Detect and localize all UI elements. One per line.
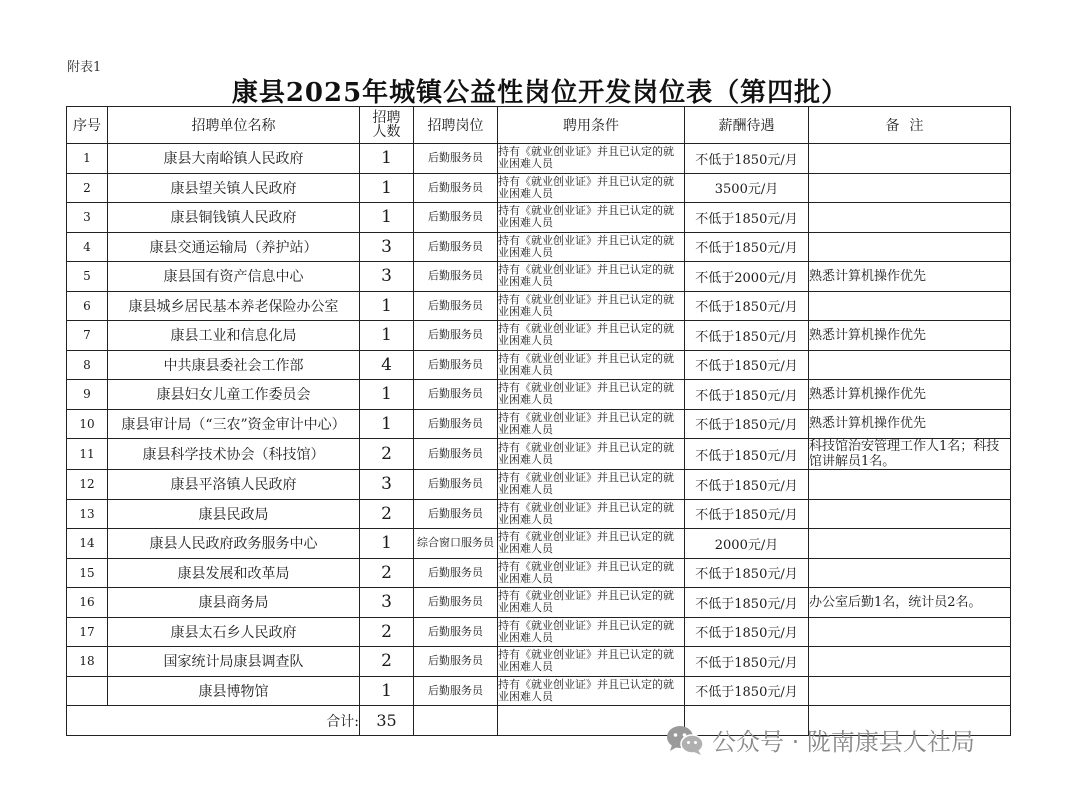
post-name: 后勤服务员 [414, 676, 498, 706]
row-number: 10 [67, 409, 108, 439]
table-row [67, 144, 1011, 174]
hire-count: 2 [360, 647, 414, 677]
table-row [67, 380, 1011, 410]
table-row [67, 470, 1011, 500]
hire-count: 3 [360, 470, 414, 500]
row-number: 13 [67, 499, 108, 529]
hire-count: 1 [360, 203, 414, 233]
header-count-line1: 招聘 [372, 110, 401, 126]
row-number: 2 [67, 173, 108, 203]
table-header-row [67, 107, 1011, 144]
post-name: 后勤服务员 [414, 647, 498, 677]
remark: 办公室后勤1名，统计员2名。 [809, 588, 1011, 618]
table-row [67, 321, 1011, 351]
row-number: 6 [67, 291, 108, 321]
row-number: 4 [67, 232, 108, 262]
remark [809, 529, 1011, 559]
salary: 不低于1850元/月 [685, 647, 809, 677]
hire-count: 1 [360, 291, 414, 321]
unit-name: 康县博物馆 [108, 676, 360, 706]
unit-name: 康县交通运输局（养护站） [108, 232, 360, 262]
hire-condition: 持有《就业创业证》并且已认定的就业困难人员 [498, 529, 685, 559]
row-number: 9 [67, 380, 108, 410]
hire-condition: 持有《就业创业证》并且已认定的就业困难人员 [498, 350, 685, 380]
unit-name: 康县平洛镇人民政府 [108, 470, 360, 500]
post-name: 后勤服务员 [414, 291, 498, 321]
remark: 科技馆治安管理工作人1名；科技馆讲解员1名。 [809, 439, 1011, 470]
table-row [67, 558, 1011, 588]
table-row [67, 529, 1011, 559]
total-count: 35 [360, 706, 414, 736]
row-number: 8 [67, 350, 108, 380]
table-row [67, 203, 1011, 233]
remark [809, 617, 1011, 647]
post-name: 综合窗口服务员 [414, 529, 498, 559]
post-name: 后勤服务员 [414, 203, 498, 233]
positions-table [66, 106, 1011, 736]
hire-count: 2 [360, 558, 414, 588]
unit-name: 康县铜钱镇人民政府 [108, 203, 360, 233]
watermark [666, 722, 975, 757]
hire-count: 1 [360, 409, 414, 439]
hire-condition: 持有《就业创业证》并且已认定的就业困难人员 [498, 291, 685, 321]
salary: 不低于1850元/月 [685, 144, 809, 174]
hire-count: 2 [360, 617, 414, 647]
salary: 不低于1850元/月 [685, 558, 809, 588]
remark [809, 499, 1011, 529]
table-row [67, 439, 1011, 470]
remark: 熟悉计算机操作优先 [809, 321, 1011, 351]
hire-condition: 持有《就业创业证》并且已认定的就业困难人员 [498, 647, 685, 677]
unit-name: 康县妇女儿童工作委员会 [108, 380, 360, 410]
hire-count: 1 [360, 676, 414, 706]
post-name: 后勤服务员 [414, 470, 498, 500]
remark [809, 350, 1011, 380]
post-name: 后勤服务员 [414, 588, 498, 618]
salary: 不低于2000元/月 [685, 262, 809, 292]
remark [809, 144, 1011, 174]
hire-condition: 持有《就业创业证》并且已认定的就业困难人员 [498, 558, 685, 588]
hire-count: 3 [360, 232, 414, 262]
salary: 不低于1850元/月 [685, 232, 809, 262]
hire-count: 1 [360, 380, 414, 410]
hire-condition: 持有《就业创业证》并且已认定的就业困难人员 [498, 232, 685, 262]
hire-condition: 持有《就业创业证》并且已认定的就业困难人员 [498, 173, 685, 203]
salary: 不低于1850元/月 [685, 203, 809, 233]
remark [809, 291, 1011, 321]
unit-name: 康县国有资产信息中心 [108, 262, 360, 292]
row-number: 15 [67, 558, 108, 588]
row-number: 18 [67, 647, 108, 677]
row-number: 11 [67, 439, 108, 470]
header-note: 备注 [809, 107, 1011, 144]
total-empty-cell [498, 706, 685, 736]
hire-count: 2 [360, 439, 414, 470]
document-title: 康县2025年城镇公益性岗位开发岗位表（第四批） [231, 78, 849, 108]
table-row [67, 499, 1011, 529]
hire-count: 1 [360, 321, 414, 351]
row-number: 5 [67, 262, 108, 292]
post-name: 后勤服务员 [414, 617, 498, 647]
unit-name: 康县人民政府政务服务中心 [108, 529, 360, 559]
salary: 不低于1850元/月 [685, 439, 809, 470]
watermark-text: 公众号 · 陇南康县人社局 [712, 728, 975, 756]
table-row [67, 262, 1011, 292]
salary: 不低于1850元/月 [685, 470, 809, 500]
unit-name: 康县商务局 [108, 588, 360, 618]
header-condition: 聘用条件 [498, 107, 685, 144]
post-name: 后勤服务员 [414, 558, 498, 588]
salary: 不低于1850元/月 [685, 499, 809, 529]
table-row [67, 350, 1011, 380]
table-row [67, 617, 1011, 647]
hire-condition: 持有《就业创业证》并且已认定的就业困难人员 [498, 203, 685, 233]
post-name: 后勤服务员 [414, 232, 498, 262]
hire-count: 3 [360, 262, 414, 292]
hire-condition: 持有《就业创业证》并且已认定的就业困难人员 [498, 380, 685, 410]
table-row [67, 409, 1011, 439]
salary: 不低于1850元/月 [685, 617, 809, 647]
row-number: 14 [67, 529, 108, 559]
hire-count: 1 [360, 173, 414, 203]
unit-name: 康县大南峪镇人民政府 [108, 144, 360, 174]
header-no: 序号 [67, 107, 108, 144]
remark [809, 173, 1011, 203]
header-count [360, 107, 414, 144]
remark [809, 647, 1011, 677]
post-name: 后勤服务员 [414, 144, 498, 174]
total-label: 合计: [67, 706, 360, 736]
unit-name: 康县科学技术协会（科技馆） [108, 439, 360, 470]
hire-condition: 持有《就业创业证》并且已认定的就业困难人员 [498, 439, 685, 470]
salary: 2000元/月 [685, 529, 809, 559]
hire-condition: 持有《就业创业证》并且已认定的就业困难人员 [498, 409, 685, 439]
salary: 不低于1850元/月 [685, 676, 809, 706]
salary: 不低于1850元/月 [685, 291, 809, 321]
salary: 不低于1850元/月 [685, 350, 809, 380]
post-name: 后勤服务员 [414, 380, 498, 410]
hire-condition: 持有《就业创业证》并且已认定的就业困难人员 [498, 470, 685, 500]
post-name: 后勤服务员 [414, 173, 498, 203]
unit-name: 康县城乡居民基本养老保险办公室 [108, 291, 360, 321]
hire-condition: 持有《就业创业证》并且已认定的就业困难人员 [498, 321, 685, 351]
hire-condition: 持有《就业创业证》并且已认定的就业困难人员 [498, 588, 685, 618]
row-number: 16 [67, 588, 108, 618]
table-body [67, 144, 1011, 706]
salary: 不低于1850元/月 [685, 380, 809, 410]
post-name: 后勤服务员 [414, 439, 498, 470]
unit-name: 康县太石乡人民政府 [108, 617, 360, 647]
row-number: 1 [67, 144, 108, 174]
hire-condition: 持有《就业创业证》并且已认定的就业困难人员 [498, 676, 685, 706]
hire-count: 1 [360, 529, 414, 559]
header-unit: 招聘单位名称 [108, 107, 360, 144]
table-row [67, 173, 1011, 203]
remark: 熟悉计算机操作优先 [809, 262, 1011, 292]
header-pay: 薪酬待遇 [685, 107, 809, 144]
post-name: 后勤服务员 [414, 409, 498, 439]
remark: 熟悉计算机操作优先 [809, 409, 1011, 439]
row-number: 3 [67, 203, 108, 233]
remark: 熟悉计算机操作优先 [809, 380, 1011, 410]
salary: 3500元/月 [685, 173, 809, 203]
unit-name: 康县望关镇人民政府 [108, 173, 360, 203]
row-number: 17 [67, 617, 108, 647]
total-empty-cell [414, 706, 498, 736]
hire-count: 2 [360, 499, 414, 529]
remark [809, 558, 1011, 588]
row-number: 12 [67, 470, 108, 500]
hire-count: 1 [360, 144, 414, 174]
appendix-label: 附表1 [67, 60, 102, 75]
unit-name: 康县民政局 [108, 499, 360, 529]
hire-condition: 持有《就业创业证》并且已认定的就业困难人员 [498, 262, 685, 292]
post-name: 后勤服务员 [414, 321, 498, 351]
hire-condition: 持有《就业创业证》并且已认定的就业困难人员 [498, 144, 685, 174]
unit-name: 国家统计局康县调查队 [108, 647, 360, 677]
table-row [67, 676, 1011, 706]
hire-condition: 持有《就业创业证》并且已认定的就业困难人员 [498, 617, 685, 647]
wechat-icon [666, 724, 704, 756]
table-row [67, 588, 1011, 618]
table-row [67, 647, 1011, 677]
unit-name: 康县审计局（“三农”资金审计中心） [108, 409, 360, 439]
header-count-line2: 人数 [372, 124, 401, 140]
unit-name: 中共康县委社会工作部 [108, 350, 360, 380]
hire-count: 3 [360, 588, 414, 618]
remark [809, 676, 1011, 706]
table-row [67, 232, 1011, 262]
unit-name: 康县发展和改革局 [108, 558, 360, 588]
header-post: 招聘岗位 [414, 107, 498, 144]
post-name: 后勤服务员 [414, 262, 498, 292]
salary: 不低于1850元/月 [685, 321, 809, 351]
post-name: 后勤服务员 [414, 499, 498, 529]
salary: 不低于1850元/月 [685, 588, 809, 618]
hire-count: 4 [360, 350, 414, 380]
remark [809, 203, 1011, 233]
remark [809, 470, 1011, 500]
hire-condition: 持有《就业创业证》并且已认定的就业困难人员 [498, 499, 685, 529]
salary: 不低于1850元/月 [685, 409, 809, 439]
unit-name: 康县工业和信息化局 [108, 321, 360, 351]
remark [809, 232, 1011, 262]
table-row [67, 291, 1011, 321]
row-number [67, 676, 108, 706]
row-number: 7 [67, 321, 108, 351]
post-name: 后勤服务员 [414, 350, 498, 380]
